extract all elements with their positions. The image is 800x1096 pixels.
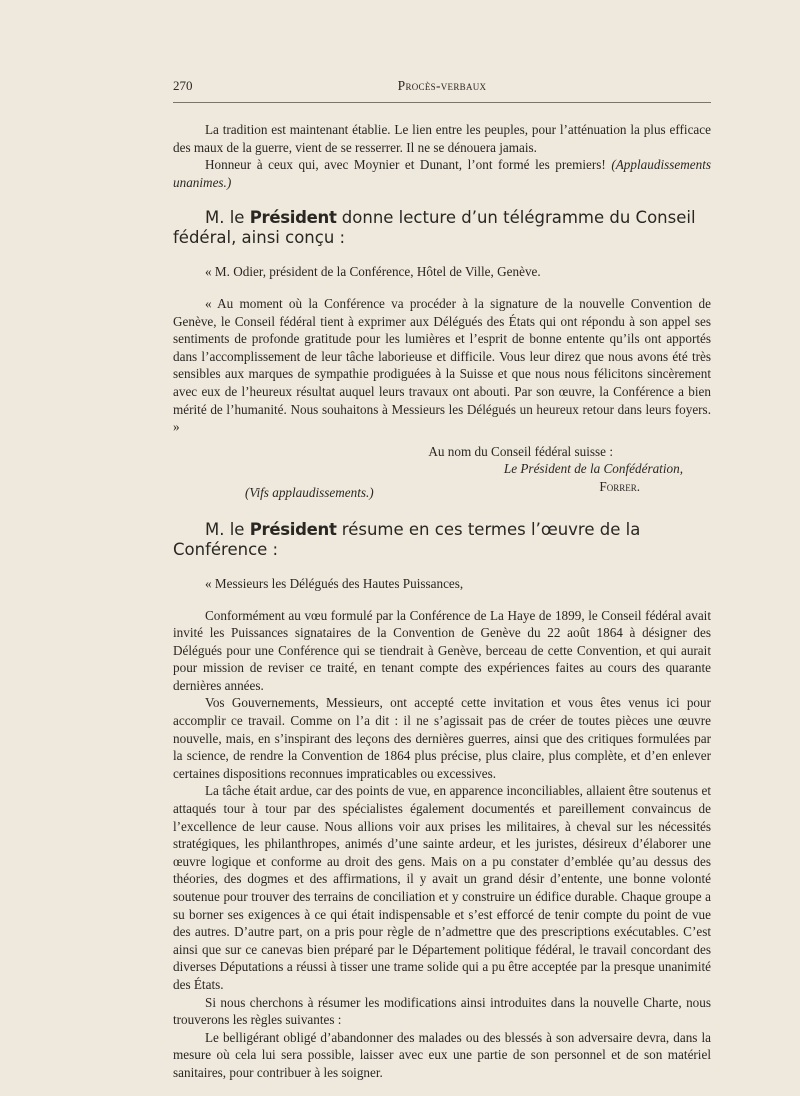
telegram-address: « M. Odier, président de la Conférence, Hôtel de Ville, Genève. [205, 264, 541, 280]
signature-line-president: Le Président de la Confédération, [503, 461, 683, 477]
paragraph-gouvernements: Vos Gouvernements, Messieurs, ont accepté cette invitation et vous êtes venus ici pour accomplir ce travail. Comme on l’a dit : il ne s’agissait pas de créer de toutes pièces une œuvre nouvelle, mais, en s’inspirant des leçons des dernières guerres, ainsi que des critiques formulées par la science, de rendre la Convention de 1864 plus précise, plus claire, plus complète, et d’en enlever certaines dispositions reconnues impraticables ou excessives. [173, 695, 711, 781]
page-body [173, 121, 711, 1082]
applause-unanimes: (Applaudissements unanimes.) [173, 157, 711, 190]
page-header [173, 78, 711, 94]
president-label-2: Président [249, 519, 337, 539]
running-title: Procès-verbaux [397, 78, 487, 93]
paragraph-belligerant: Le belligérant obligé d’abandonner des malades ou des blessés à son adversaire devra, dans la mesure où cela lui sera possible, laisser avec eux une partie de son personnel et de son matériel sanitaires, pour contribuer à les soigner. [173, 1029, 711, 1080]
heading-suffix-2: résume en ces termes l’œuvre de la Conférence : [173, 519, 641, 559]
heading-prefix: M. le [205, 208, 250, 228]
heading-telegram [173, 208, 711, 248]
salutation: « Messieurs les Délégués des Hautes Puissances, [205, 575, 464, 591]
paragraph-tradition: La tradition est maintenant établie. Le lien entre les peuples, pour l’atténuation la plus efficace des maux de la guerre, vient de se resserrer. Il ne se dénouera jamais. [173, 122, 711, 155]
paragraph-conformement: Conformément au vœu formulé par la Conférence de La Haye de 1899, le Conseil fédéral avait invité les Puissances signataires de la Convention de Genève du 22 août 1864 à désigner des Délégués pour une Conférence qui se tiendrait à Genève, berceau de cette Convention, et qui aurait pour mission de reviser ce traité, en tenant compte des expériences faites au cours des quarante dernières années. [173, 607, 711, 693]
honneur-text: Honneur à ceux qui, avec Moynier et Dunant, l’ont formé les premiers! [205, 157, 612, 173]
paragraph-honneur [173, 156, 711, 191]
heading-prefix-2: M. le [205, 519, 250, 539]
heading-resume [173, 520, 711, 560]
telegram-text: « Au moment où la Conférence va procéder à la signature de la nouvelle Convention de Genève, le Conseil fédéral tient à exprimer aux Délégués des États qui ont répondu à son appel ses sentiments de profonde gratitude pour les lumières et l’esprit de bonne entente qu’ils ont apportés dans l’accomplissement de leur tâche laborieuse et difficile. Vous leur direz que nous avons été très sensibles aux marques de sympathie prodiguées à la Suisse et que nous nous félicitons sincèrement avec eux de l’heureux résultat auquel leurs travaux ont abouti. Par son œuvre, la Conférence a bien mérité de l’humanité. Nous souhaitons à Messieurs les Délégués un heureux retour dans leurs foyers. » [173, 295, 711, 435]
paragraph-tache: La tâche était ardue, car des points de vue, en apparence inconciliables, allaient être soutenus et attaqués tour à tour par des spécialistes également documentés et pareillement convaincus de l’excellence de leur cause. Nous allions voir aux prises les militaires, à cheval sur les nécessités stratégiques, les philanthropes, animés d’une sainte ardeur, et les juristes, désireux d’élaborer une œuvre logique et conforme au droit des gens. Mais on a pu constater d’emblée qu’au dessus des théories, des dogmes et des affirmations, il y avait un grand désir d’entente, une bonne volonté soutenue pour trouver des terrains de conciliation et y construire un édifice durable. Chaque groupe a su borner ses exigences à ce qui était indispensable et s’est efforcé de tenir compte du point de vue des autres. D’autre part, on a pris pour règle de n’admettre que des prescriptions exécutables. C’est ainsi que sur ce canevas bien préparé par le Département politique fédéral, le travail concordant des diverses Députations a réussi à tisser une trame solide qui a pu être acceptée par la presque unanimité des États. [173, 783, 711, 992]
signature-name: Forrer. [599, 478, 640, 494]
signature-line-conseil: Au nom du Conseil fédéral suisse : [428, 443, 613, 459]
signature-row [173, 478, 711, 500]
header-rule [173, 102, 711, 103]
heading-suffix: donne lecture d’un télégramme du Conseil fédéral, ainsi conçu : [173, 208, 696, 248]
page-number: 270 [173, 78, 193, 93]
president-label: Président [249, 208, 337, 228]
paragraph-resumer: Si nous cherchons à résumer les modifications ainsi introduites dans la nouvelle Charte, nous trouverons les règles suivantes : [173, 994, 711, 1028]
applause-vifs: (Vifs applaudissements.) [245, 484, 374, 500]
